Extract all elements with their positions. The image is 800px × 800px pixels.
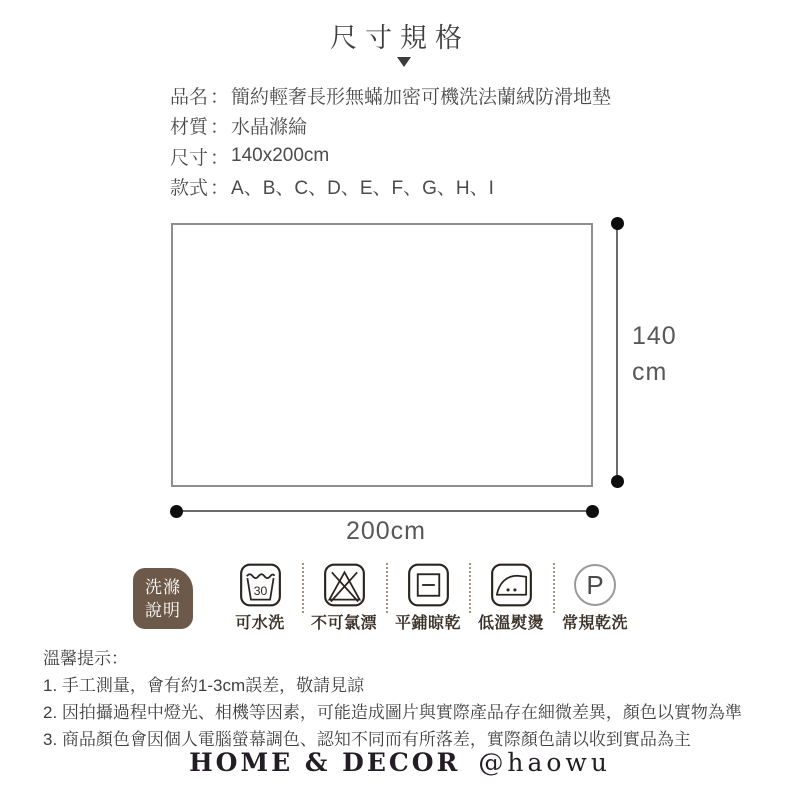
spec-colon: ： bbox=[210, 86, 230, 108]
spec-colon: ： bbox=[210, 147, 230, 169]
dimension-dot bbox=[611, 217, 624, 230]
spec-label: 尺寸 bbox=[170, 147, 209, 169]
care-item-flat-dry bbox=[386, 562, 470, 633]
spec-value: A、B、C、D、E、F、G、H、I bbox=[231, 178, 494, 200]
spec-value: 簡約輕奢長形無蟎加密可機洗法蘭絨防滑地墊 bbox=[231, 86, 612, 108]
care-item-washable bbox=[218, 562, 302, 633]
svg-text:30: 30 bbox=[253, 583, 267, 598]
care-badge bbox=[133, 568, 193, 629]
dotted-divider bbox=[302, 563, 304, 613]
spec-row-material bbox=[170, 111, 611, 142]
dotted-divider bbox=[469, 563, 471, 613]
store-handle: @haowu bbox=[478, 748, 611, 777]
width-dimension-line bbox=[176, 510, 592, 512]
iron-low-temp-icon bbox=[490, 562, 533, 608]
dotted-divider bbox=[553, 563, 555, 613]
tips-section bbox=[43, 645, 742, 753]
rug-outline-rect bbox=[171, 223, 593, 487]
height-dimension-label bbox=[632, 318, 677, 390]
brand-logo-text: HOME & DECOR bbox=[189, 748, 461, 777]
dimension-dot bbox=[170, 505, 183, 518]
no-bleach-icon bbox=[323, 562, 366, 608]
spec-row-product-name bbox=[170, 80, 611, 111]
spec-value: 水晶滌綸 bbox=[231, 117, 308, 139]
spec-colon: ： bbox=[210, 178, 230, 200]
care-item-no-bleach bbox=[302, 562, 386, 633]
height-dimension-line bbox=[616, 224, 618, 482]
spec-row-styles bbox=[170, 172, 611, 203]
flat-dry-icon bbox=[407, 562, 450, 608]
care-item-dry-clean bbox=[553, 562, 637, 633]
down-triangle-icon bbox=[397, 57, 411, 67]
spec-label: 材質 bbox=[170, 117, 209, 139]
spec-row-size bbox=[170, 141, 611, 172]
care-badge-line2: 說明 bbox=[145, 600, 181, 620]
care-item-label: 低溫熨燙 bbox=[477, 615, 544, 632]
dry-clean-p-icon bbox=[572, 562, 618, 608]
spec-label: 款式 bbox=[170, 178, 209, 200]
care-item-label: 不可氯漂 bbox=[310, 615, 377, 632]
tip-item: 3. 商品顏色會因個人電腦螢幕調色、認知不同而有所落差，實際顏色請以收到實品為主 bbox=[43, 730, 691, 749]
height-value: 140 bbox=[632, 322, 677, 350]
height-unit: cm bbox=[632, 358, 668, 386]
care-item-iron-low bbox=[469, 562, 553, 633]
tip-item: 1. 手工測量，會有約1-3cm誤差，敬請見諒 bbox=[43, 676, 365, 695]
spec-list bbox=[170, 80, 611, 202]
tips-heading: 溫馨提示： bbox=[43, 649, 128, 668]
care-item-label: 平鋪晾乾 bbox=[394, 615, 461, 632]
dimension-dot bbox=[611, 475, 624, 488]
spec-label: 品名 bbox=[170, 86, 209, 108]
svg-text:P: P bbox=[586, 570, 604, 600]
machine-wash-30-icon bbox=[239, 562, 282, 608]
tip-item: 2. 因拍攝過程中燈光、相機等因素，可能造成圖片與實際產品存在細微差異，顏色以實物為準 bbox=[43, 703, 742, 722]
spec-colon: ： bbox=[210, 117, 230, 139]
page-title: 尺寸規格 bbox=[330, 23, 470, 53]
width-dimension-label: 200cm bbox=[345, 517, 427, 545]
care-badge-line1: 洗滌 bbox=[145, 577, 181, 597]
dimension-dot bbox=[586, 505, 599, 518]
dotted-divider bbox=[386, 563, 388, 613]
care-item-label: 常規乾洗 bbox=[561, 615, 628, 632]
footer bbox=[0, 748, 800, 777]
care-item-label: 可水洗 bbox=[235, 615, 285, 632]
spec-value: 140x200cm bbox=[231, 145, 330, 167]
